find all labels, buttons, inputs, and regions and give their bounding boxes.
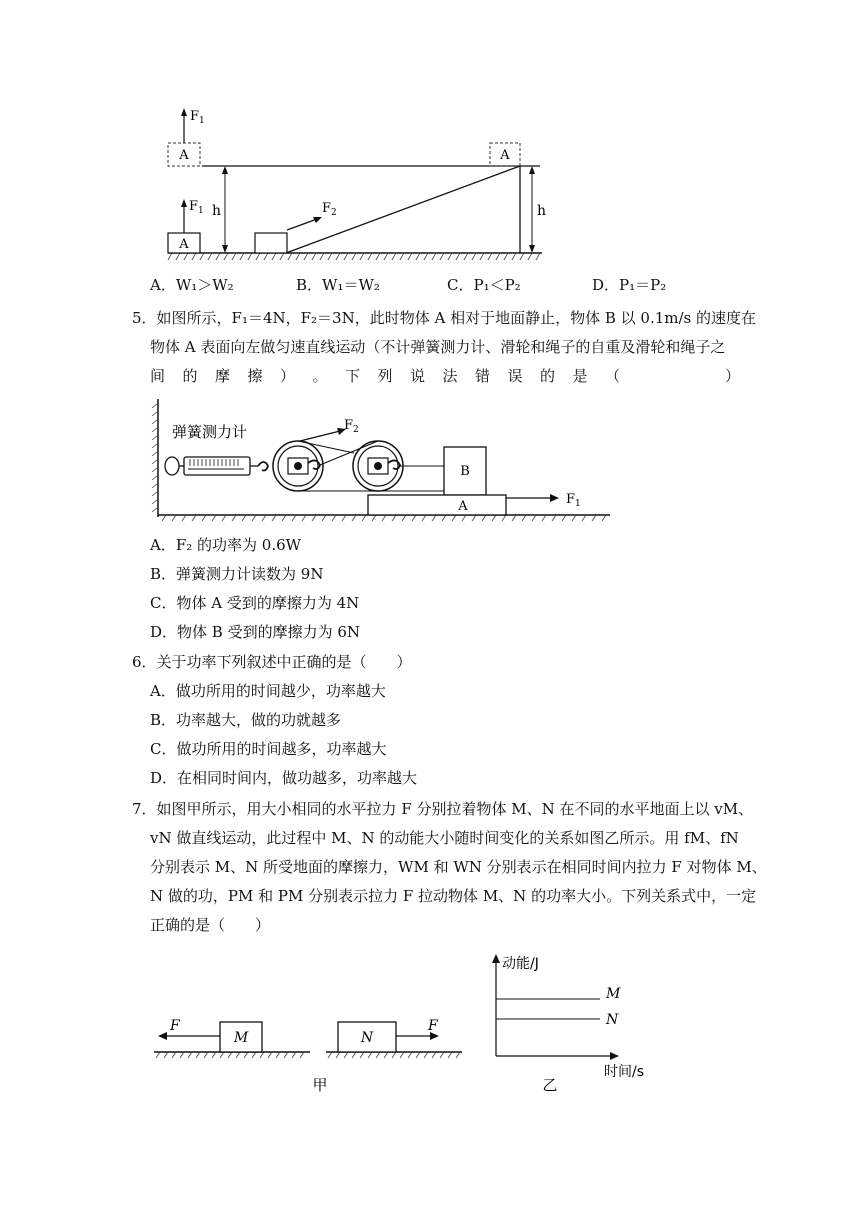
fig7-yi-caption: 乙 <box>542 1076 558 1094</box>
q4-option-c: C．P₁＜P₂ <box>447 276 521 294</box>
fig7-block-m-label: M <box>233 1030 249 1046</box>
q4-option-d: D．P₁＝P₂ <box>592 276 667 294</box>
q6-stem: 6．关于功率下列叙述中正确的是（ ） <box>132 653 412 671</box>
q7-stem-line-2: vN 做直线运动，此过程中 M、N 的动能大小随时间变化的关系如图乙所示。用 fM、fN <box>150 829 739 847</box>
fig4-block-a-label: A <box>179 237 189 252</box>
q5-stem-line-3: 间 的 摩 擦 ） 。 下 列 说 法 错 误 的 是 （ ） <box>150 367 740 385</box>
fig7-jia-caption: 甲 <box>312 1076 328 1094</box>
fig4-h-left-label: h <box>211 203 221 219</box>
fig5-block-a-label: A <box>458 499 468 514</box>
q7-stem-line-3: 分别表示 M、N 所受地面的摩擦力，WM 和 WN 分别表示在相同时间内拉力 F 对物体 M、 <box>150 858 767 876</box>
q5-option-d: D．物体 B 受到的摩擦力为 6N <box>150 623 361 641</box>
figure-q5 <box>150 395 615 525</box>
q6-option-a: A．做功所用的时间越少，功率越大 <box>150 682 386 700</box>
q7-stem-line-4: N 做的功，PM 和 PM 分别表示拉力 F 拉动物体 M、N 的功率大小。下列关系式中，一定 <box>150 887 757 905</box>
q5-option-a: A．F₂ 的功率为 0.6W <box>150 536 302 554</box>
fig4-f1-lower-label: $F_1$ <box>189 199 204 216</box>
spring-scale-label: 弹簧测力计 <box>172 423 248 441</box>
fig7-series-n-label: N <box>606 1012 619 1028</box>
q4-option-a: A．W₁＞W₂ <box>150 276 234 294</box>
fig4-dashed-a-right-label: A <box>500 148 510 163</box>
fig4-f2-label: $F_2$ <box>322 201 337 218</box>
q6-option-c: C．做功所用的时间越多，功率越大 <box>150 740 387 758</box>
q4-option-b: B．W₁＝W₂ <box>296 276 380 294</box>
q5-stem-line-2: 物体 A 表面向左做匀速直线运动（不计弹簧测力计、滑轮和绳子的自重及滑轮和绳子之 <box>150 338 726 356</box>
fig5-block-b-label: B <box>460 464 470 479</box>
fig4-h-right-label: h <box>537 203 547 219</box>
fig5-f2-label: $F_2$ <box>344 418 359 435</box>
q6-option-b: B．功率越大，做的功就越多 <box>150 711 342 729</box>
fig7-yaxis-label: 动能/J <box>502 956 539 972</box>
figure-q7-yi <box>488 950 668 1095</box>
fig7-f-left-label: F <box>170 1018 180 1034</box>
q7-stem-line-1: 7．如图甲所示，用大小相同的水平拉力 F 分别拉着物体 M、N 在不同的水平地面上以 vM、 <box>132 800 754 818</box>
fig5-f1-label: $F_1$ <box>566 492 581 509</box>
q6-option-d: D．在相同时间内，做功越多，功率越大 <box>150 769 418 787</box>
q5-option-b: B．弹簧测力计读数为 9N <box>150 565 324 583</box>
q5-stem-line-1: 5．如图所示，F₁＝4N，F₂＝3N，此时物体 A 相对于地面静止，物体 B 以 0.1m/s 的速度在 <box>132 309 757 327</box>
fig7-f-right-label: F <box>428 1018 438 1034</box>
figure-q4 <box>150 100 550 265</box>
fig4-f1-upper-label: $F_1$ <box>190 109 205 126</box>
fig4-dashed-a-left-label: A <box>179 148 189 163</box>
q7-stem-line-5: 正确的是（ ） <box>150 916 271 934</box>
fig7-block-n-label: N <box>360 1030 374 1046</box>
fig7-xaxis-label: 时间/s <box>604 1064 645 1080</box>
q5-option-c: C．物体 A 受到的摩擦力为 4N <box>150 594 360 612</box>
figure-q7-jia <box>150 1010 470 1095</box>
fig7-series-m-label: M <box>606 986 621 1002</box>
